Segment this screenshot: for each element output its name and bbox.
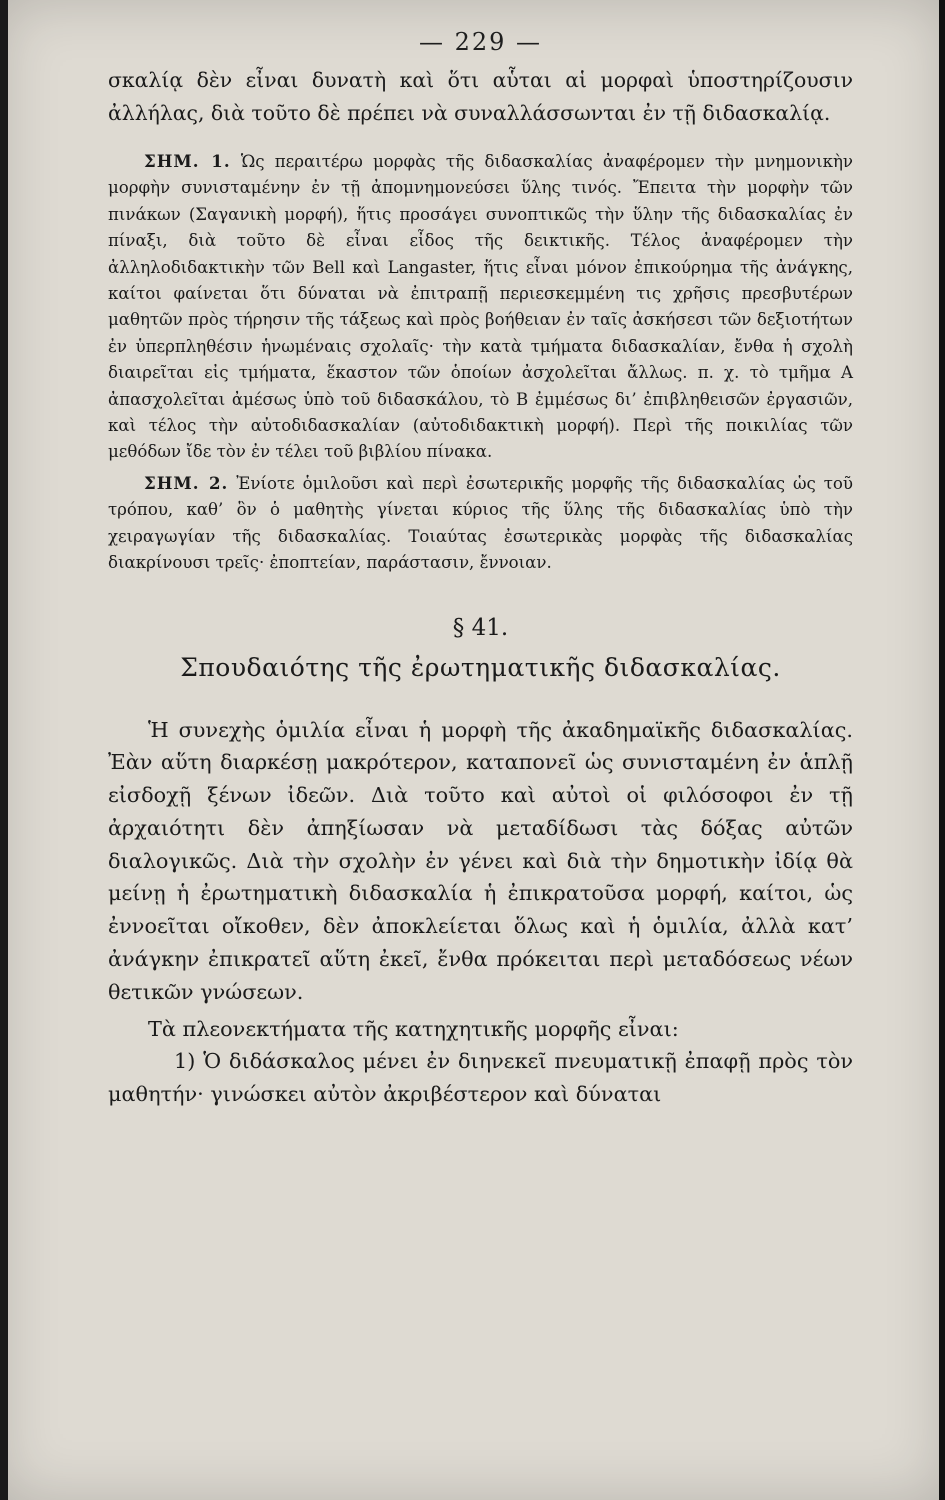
- list-item-1: 1) Ὁ διδάσκαλος μένει ἐν διηνεκεῖ πνευματικῇ ἐπαφῇ πρὸς τὸν μαθητήν· γινώσκει αὐτὸν ἀκριβέστερον καὶ δύναται: [108, 1049, 853, 1107]
- list-intro: Τὰ πλεονεκτήματα τῆς κατηχητικῆς μορφῆς εἶναι:: [148, 1016, 679, 1041]
- page-left-edge: [0, 0, 8, 1500]
- page-number: — 229 —: [418, 28, 543, 56]
- note-1-text: Ὡς περαιτέρω μορφὰς τῆς διδασκαλίας ἀναφέρομεν τὴν μνημονικὴν μορφὴν συνισταμένην ἐν τῇ ἀπομνημονεύσει ὕλης τινός. Ἔπειτα τὴν μορφὴν τῶν πινάκων (Σαγανικὴ μορφή), ἥτις προσάγει συνοπτικῶς τὴν ὕλην τῆς διδασκαλίας ἐν πίναξι, διὰ τοῦτο δὲ εἶναι εἶδος τῆς δεικτικῆς. Τέλος ἀναφέρομεν τὴν ἀλληλοδιδακτικὴν τῶν Bell καὶ Langaster, ἥτις εἶναι μόνον ἐπικούρημα τῆς ἀνάγκης, καίτοι φαίνεται ὅτι δύναται νὰ ἐπιτραπῇ περιεσκεμμένη τις χρῆσις πρεσβυτέρων μαθητῶν πρὸς τήρησιν τῆς τάξεως καὶ πρὸς βοήθειαν ἐν ταῖς ἀσκήσεσι τῶν δεξιοτήτων ἐν ὑπερπληθέσιν ἡνωμέναις σχολαῖς· τὴν κατὰ τμήματα διδασκαλίαν, ἔνθα ἡ σχολὴ διαιρεῖται εἰς τμήματα, ἕκαστον τῶν ὁποίων ἀσχολεῖται ἄλλως. π. χ. τὸ τμῆμα Α ἀπασχολεῖται ἀμέσως ὑπὸ τοῦ διδασκάλου, τὸ Β ἐμμέσως δι’ ἐπιβληθεισῶν ἐργασιῶν, καὶ τέλος τὴν αὐτοδιδασκαλίαν (αὐτοδιδακτικὴ μορφή). Περὶ τῆς ποικιλίας τῶν μεθόδων ἴδε τὸν ἐν τέλει τοῦ βιβλίου πίνακα.: [108, 152, 854, 462]
- note-1: [108, 148, 853, 466]
- note-2: [108, 470, 853, 577]
- section-number: § 41.: [452, 614, 509, 641]
- page-right-edge: [939, 0, 945, 1500]
- section-title: Σπουδαιότης τῆς ἐρωτηματικῆς διδασκαλίας.: [180, 652, 781, 682]
- page-content: [108, 28, 853, 1111]
- continuation-paragraph: σκαλίᾳ δὲν εἶναι δυνατὴ καὶ ὅτι αὗται αἱ μορφαὶ ὑποστηρίζουσιν ἀλλήλας, διὰ τοῦτο δὲ πρέπει νὰ συναλλάσσωνται ἐν τῇ διδασκαλίᾳ.: [108, 68, 853, 125]
- note-2-text: Ἐνίοτε ὁμιλοῦσι καὶ περὶ ἐσωτερικῆς μορφῆς τῆς διδασκαλίας ὡς τοῦ τρόπου, καθ’ ὃν ὁ μαθητὴς γίνεται κύριος τῆς ὕλης τῆς διδασκαλίας ὑπὸ τὴν χειραγωγίαν τῆς διδασκαλίας. Τοιαύτας ἐσωτερικὰς μορφὰς τῆς διδασκαλίας διακρίνουσι τρεῖς· ἐποπτείαν, παράστασιν, ἔννοιαν.: [108, 473, 854, 573]
- note-2-lead: ΣΗΜ. 2.: [144, 472, 229, 493]
- note-1-lead: ΣΗΜ. 1.: [144, 151, 231, 171]
- body-paragraph: Ἡ συνεχὴς ὁμιλία εἶναι ἡ μορφὴ τῆς ἀκαδημαϊκῆς διδασκαλίας. Ἐὰν αὕτη διαρκέσῃ μακρότερον, καταπονεῖ ὡς συνισταμένη ἐν ἁπλῇ εἰσδοχῇ ξένων ἰδεῶν. Διὰ τοῦτο καὶ αὐτοὶ οἱ φιλόσοφοι ἐν τῇ ἀρχαιότητι δὲν ἀπηξίωσαν νὰ μεταδίδωσι τὰς δόξας αὐτῶν διαλογικῶς. Διὰ τὴν σχολὴν ἐν γένει καὶ διὰ τὴν δημοτικὴν ἰδίᾳ θὰ μείνῃ ἡ ἐρωτηματικὴ διδασκαλία ἡ ἐπικρατοῦσα μορφή, καίτοι, ὡς ἐννοεῖται οἴκοθεν, δὲν ἀποκλείεται ὅλως καὶ ἡ ὁμιλία, ἀλλὰ κατ’ ἀνάγκην ἐπικρατεῖ αὕτη ἐκεῖ, ἔνθα πρόκειται περὶ μεταδόσεως νέων θετικῶν γνώσεων.: [108, 717, 853, 1004]
